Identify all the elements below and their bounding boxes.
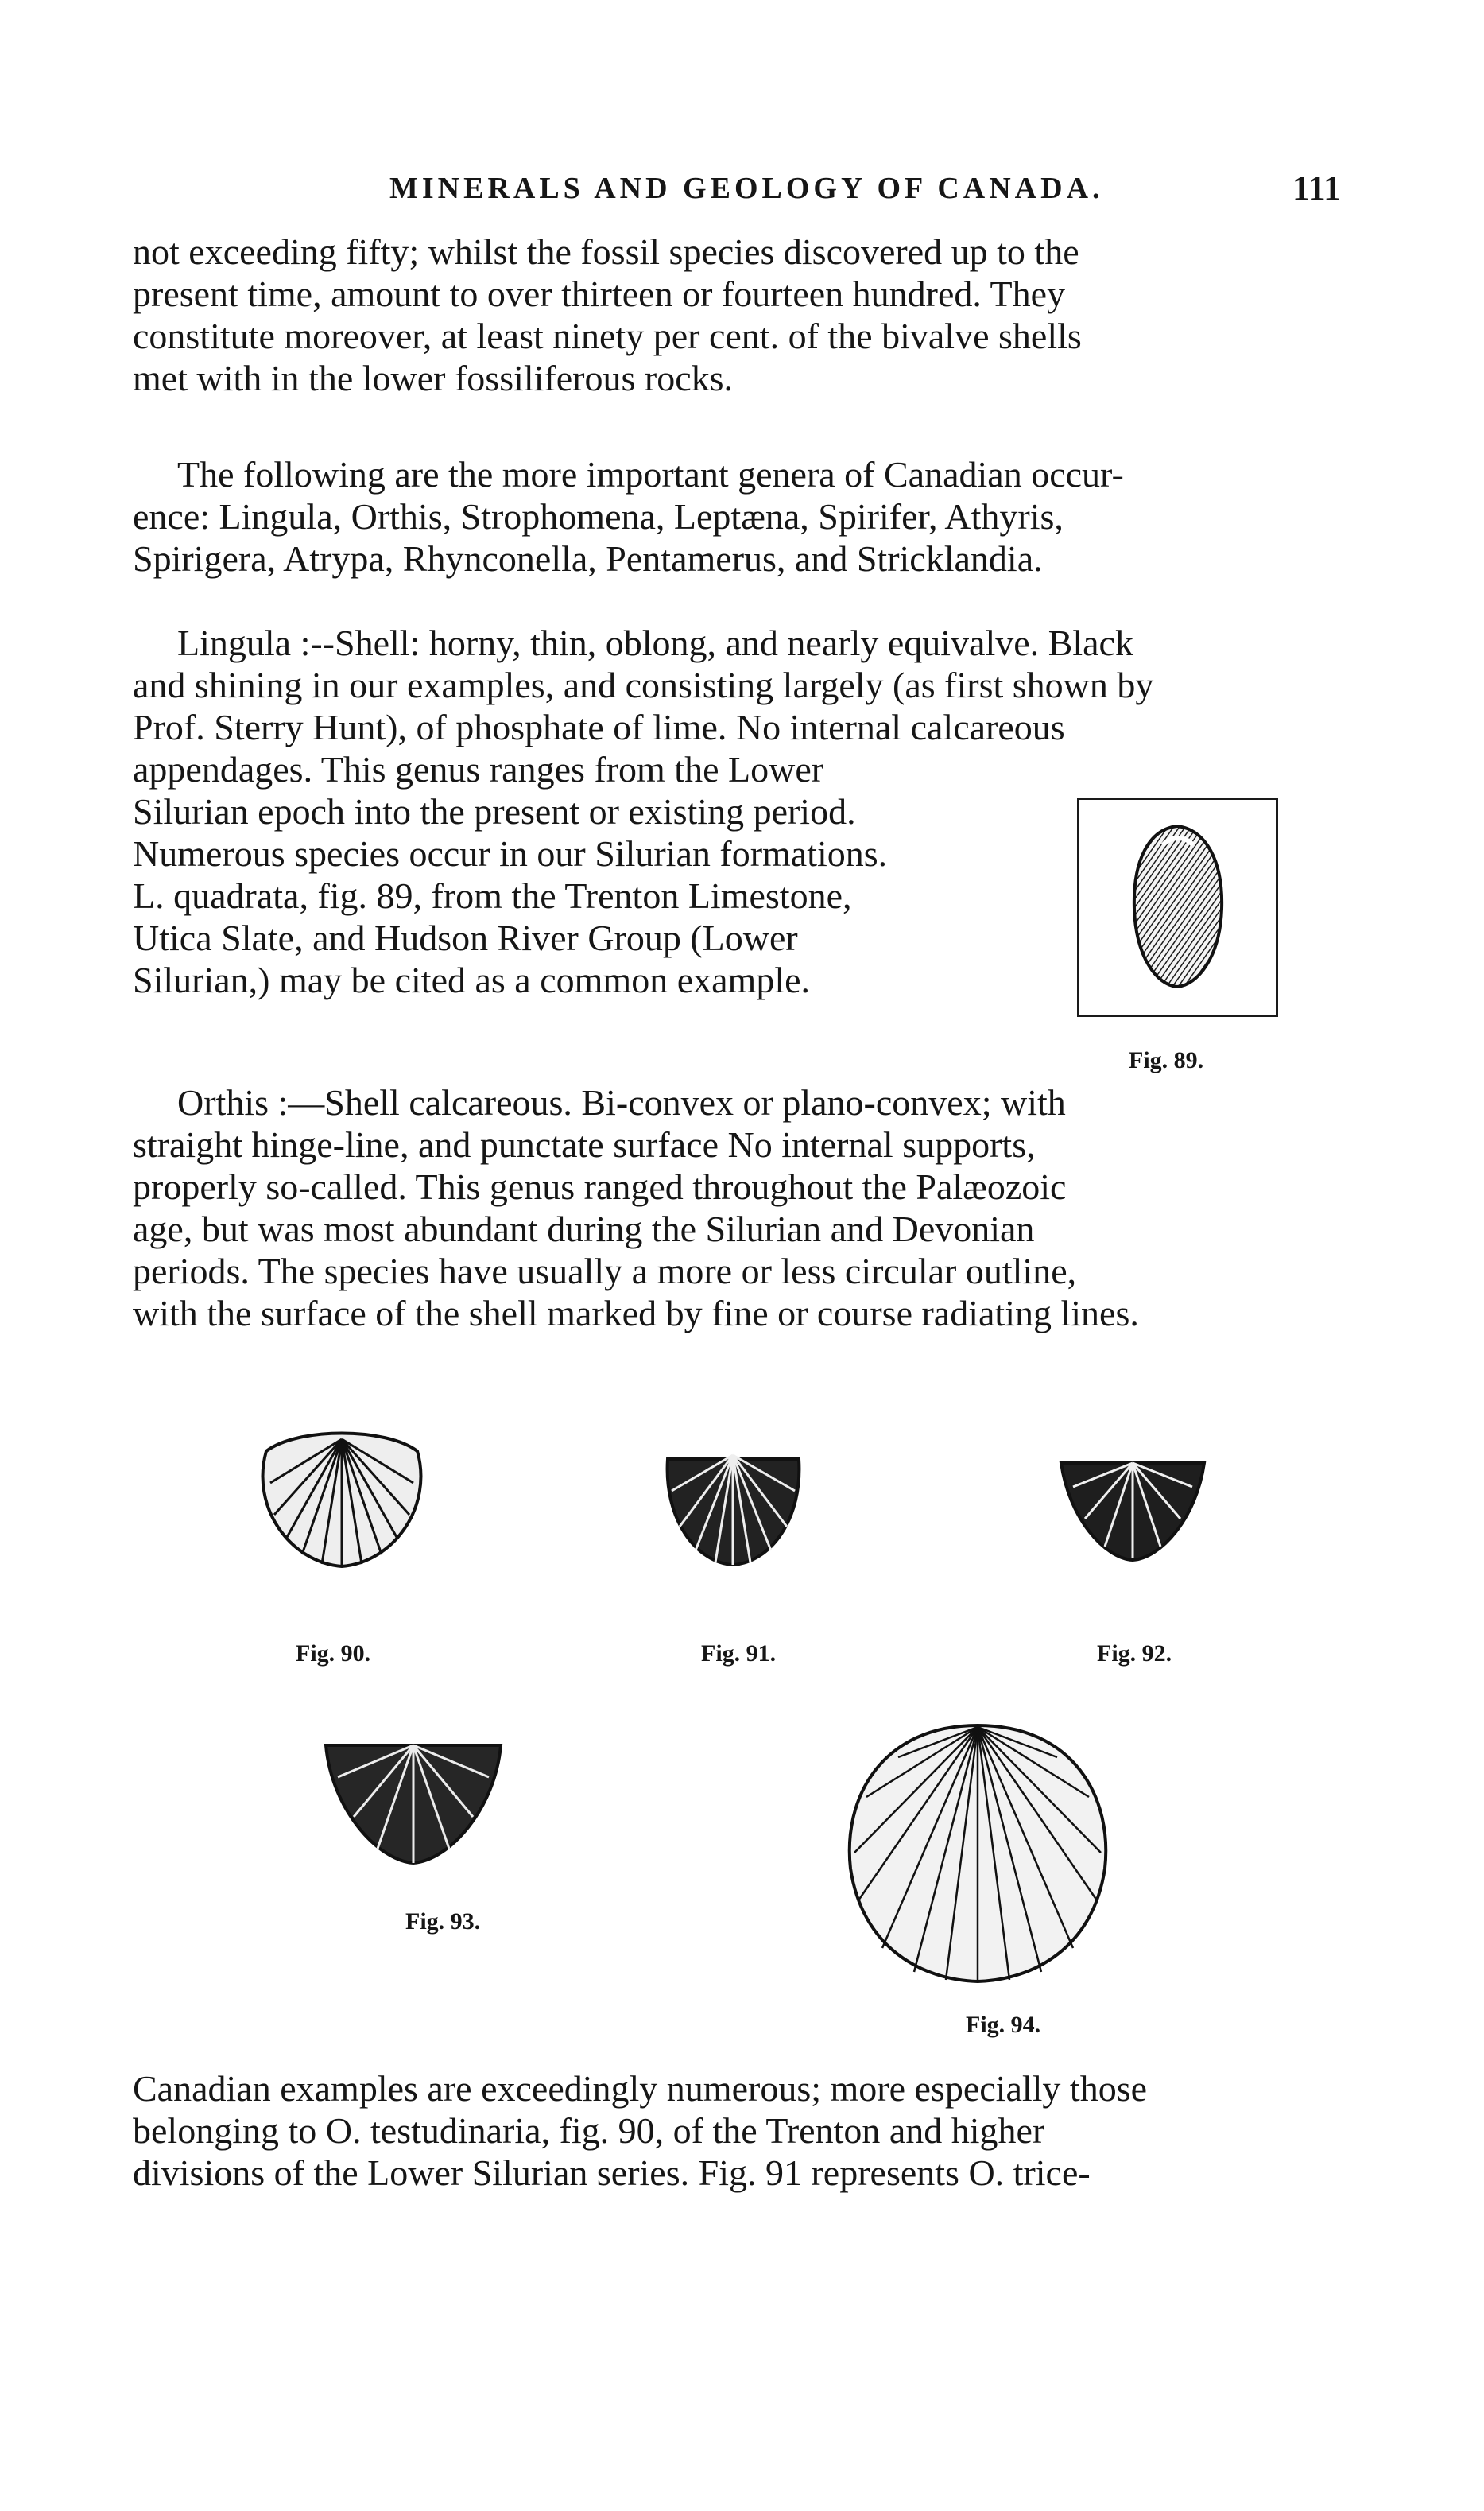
text-line: met with in the lower fossiliferous rocks.	[133, 358, 734, 398]
text-line: Spirigera, Atrypa, Rhynconella, Pentamerus, and Stricklandia.	[133, 538, 1043, 579]
figure-92-caption: Fig. 92.	[1097, 1640, 1172, 1667]
figure-94-orthis-shell	[835, 1710, 1121, 1988]
text-line: belonging to O. testudinaria, fig. 90, of the Trenton and higher	[133, 2110, 1045, 2151]
text-line: Numerous species occur in our Silurian formations.	[133, 833, 888, 874]
figure-91-caption: Fig. 91.	[701, 1640, 777, 1667]
paragraph-genera	[133, 453, 1347, 580]
text-line: Utica Slate, and Hudson River Group (Lower	[133, 918, 798, 958]
figure-90-caption: Fig. 90.	[296, 1640, 371, 1667]
figure-89-lingula-shell	[1077, 798, 1278, 1017]
text-line: The following are the more important genera of Canadian occur-	[177, 454, 1124, 495]
paragraph-orthis	[133, 1081, 1347, 1334]
text-line: not exceeding fifty; whilst the fossil species discovered up to the	[133, 231, 1079, 272]
text-line: periods. The species have usually a more or less circular outline,	[133, 1251, 1077, 1291]
text-line: constitute moreover, at least ninety per cent. of the bivalve shells	[133, 316, 1082, 356]
text-line: Canadian examples are exceedingly numerous; more especially those	[133, 2068, 1148, 2109]
running-title: MINERALS AND GEOLOGY OF CANADA.	[389, 172, 1104, 205]
text-line: Silurian,) may be cited as a common example.	[133, 960, 811, 1000]
text-line: Prof. Sterry Hunt), of phosphate of lime. No internal calcareous	[133, 707, 1065, 747]
text-line: ence: Lingula, Orthis, Strophomena, Leptæna, Spirifer, Athyris,	[133, 496, 1064, 537]
text-line: L. quadrata, fig. 89, from the Trenton Limestone,	[133, 875, 852, 916]
text-line: Silurian epoch into the present or existing period.	[133, 791, 856, 832]
figure-89-caption: Fig. 89.	[1129, 1047, 1204, 1073]
paragraph-intro	[133, 231, 1347, 399]
page-header	[0, 171, 1484, 211]
text-line: Lingula :--Shell: horny, thin, oblong, and nearly equivalve. Black	[177, 623, 1133, 663]
text-line: properly so-called. This genus ranged throughout the Palæozoic	[133, 1166, 1067, 1207]
figure-91-orthis-shell	[660, 1431, 807, 1570]
text-line: straight hinge-line, and punctate surface No internal supports,	[133, 1124, 1036, 1165]
text-line: with the surface of the shell marked by fine or course radiating lines.	[133, 1293, 1139, 1333]
figure-90-orthis-shell	[250, 1419, 433, 1578]
text-line: appendages. This genus ranges from the Lower	[133, 749, 824, 790]
figure-93-caption: Fig. 93.	[405, 1908, 481, 1935]
text-line: age, but was most abundant during the Silurian and Devonian	[133, 1209, 1035, 1249]
page-number: 111	[1292, 169, 1342, 208]
text-line: Orthis :—Shell calcareous. Bi-convex or plano-convex; with	[177, 1082, 1066, 1123]
text-line: present time, amount to over thirteen or fourteen hundred. They	[133, 274, 1066, 314]
figure-92-orthis-shell	[1057, 1447, 1208, 1566]
text-line: and shining in our examples, and consisting largely (as first shown by	[133, 665, 1154, 705]
figure-94-caption: Fig. 94.	[966, 2012, 1041, 2038]
paragraph-canadian-examples	[133, 2067, 1347, 2194]
text-line: divisions of the Lower Silurian series. Fig. 91 represents O. trice-	[133, 2152, 1091, 2193]
figure-93-orthis-shell	[322, 1729, 505, 1869]
